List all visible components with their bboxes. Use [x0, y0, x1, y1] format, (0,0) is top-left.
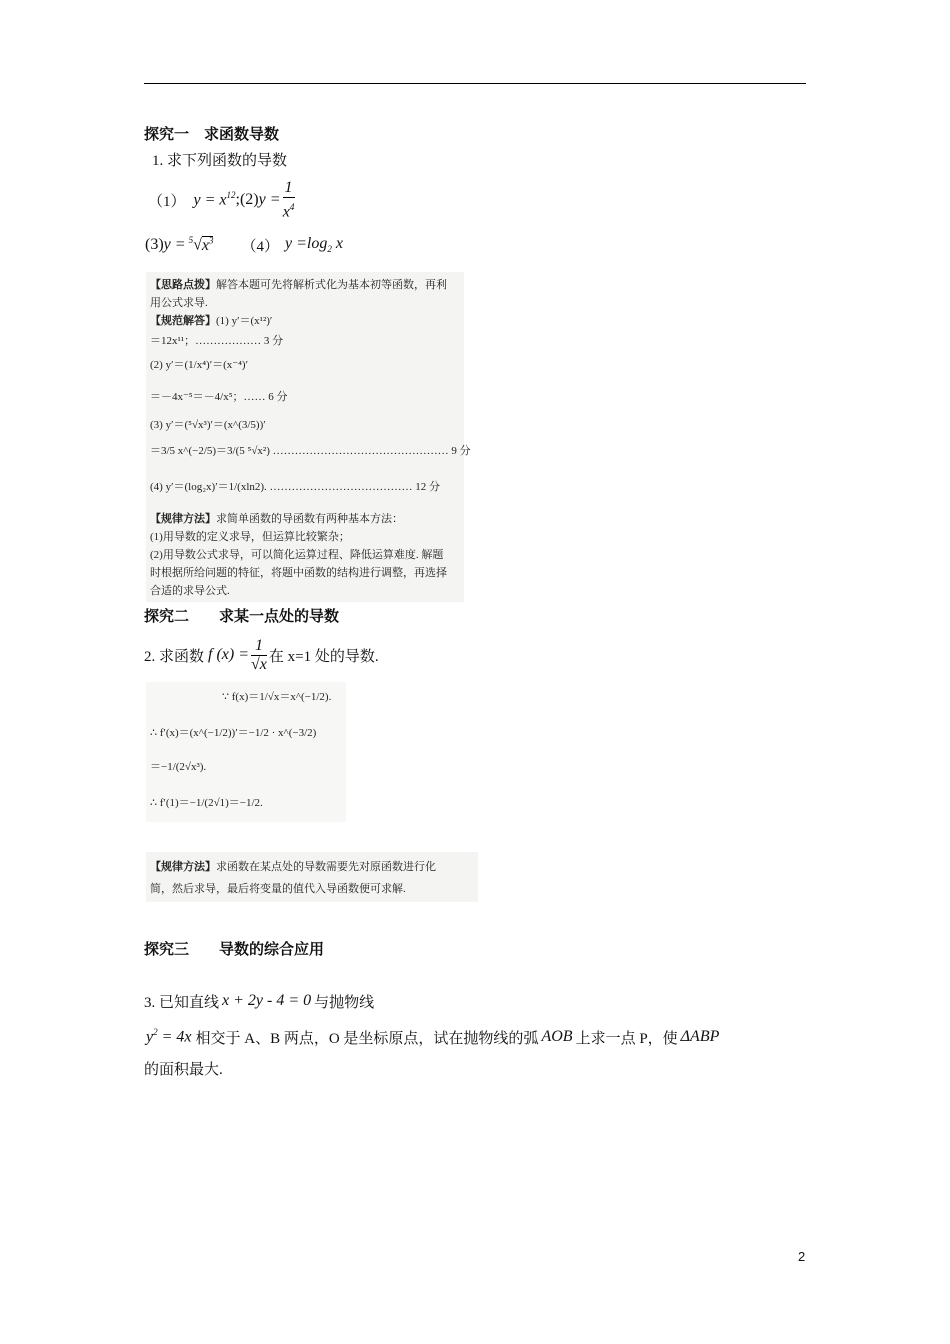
item2-fraction	[283, 179, 295, 221]
question1-text: 1. 求下列函数的导数	[152, 153, 288, 169]
solution1-line5: (3) y′＝(⁵√x³)′＝(x^(3/5))′	[150, 419, 266, 431]
section3-heading: 探究三 导数的综合应用	[144, 941, 325, 958]
section2-heading: 探究二 求某一点处的导数	[144, 608, 340, 625]
rule2-label: 【规律方法】	[150, 861, 216, 873]
question2-fraction	[251, 637, 267, 674]
question1-items-row1	[148, 178, 297, 222]
item3-root: $^5√x^3$	[188, 235, 214, 254]
solution1-line3: (2) y′＝(1/x⁴)′＝(x⁻⁴)′	[150, 359, 248, 371]
question1-items-row2	[145, 232, 343, 258]
item2-numerator: 1	[284, 178, 293, 196]
section1-heading: 探究一 求函数导数	[144, 126, 280, 143]
solution1-line6: ＝3/5 x^(−2/5)＝3/(5 ⁵√x²) ………………………………………… 9 分	[150, 445, 471, 457]
item2-denominator: $x^4$	[282, 201, 295, 221]
item1-label: （1）	[148, 193, 186, 210]
item2-y: y =	[258, 191, 281, 208]
solution1-line7: (4) y′＝(log₂x)′＝1/(xln2). ………………………………… 12 分	[150, 481, 441, 493]
page-number: 2	[798, 1249, 806, 1264]
rule2-image	[146, 852, 478, 902]
rule1-item4: 合适的求导公式.	[150, 585, 230, 597]
solution1-image	[146, 272, 471, 602]
item2-label: ;(2)	[235, 191, 259, 208]
rule1-item1: (1)用导数的定义求导，但运算比较繁杂；	[150, 531, 350, 543]
solution2-line4: ∴ f′(1)＝−1/(2√1)＝−1/2.	[150, 797, 263, 809]
question3-text2: 相交于 A、B 两点，O 是坐标原点，试在抛物线的弧	[195, 1030, 539, 1047]
question2-denominator: √x	[251, 655, 267, 673]
question2-function: f (x) =	[208, 646, 250, 663]
rule2-text-2: 简，然后求导，最后将变量的值代入导函数便可求解.	[150, 883, 406, 895]
question3-text3: 上求一点 P，使	[575, 1030, 678, 1047]
question3-triangle: ΔABP	[680, 1028, 720, 1045]
question2	[144, 632, 379, 678]
question3-prefix: 3. 已知直线	[144, 994, 220, 1011]
item1-math: $y = x^{12}$	[193, 190, 236, 209]
rule1-item3: 时根据所给问题的特征，将题中函数的结构进行调整，再选择	[150, 567, 447, 579]
question2-numerator: 1	[251, 637, 267, 656]
question3-line2	[146, 1026, 719, 1048]
solution2-image	[146, 682, 346, 822]
solution1-line1: (1) y′＝(x¹²)′	[216, 315, 273, 327]
question3-parabola: $y^2 = 4x$	[146, 1027, 192, 1046]
question2-prefix: 2. 求函数	[144, 648, 205, 665]
item3-y: y =	[163, 236, 186, 253]
std-label: 【规范解答】	[150, 315, 216, 327]
item4-math: $y =\log_2$ x	[284, 235, 343, 255]
rule1-text: 求简单函数的导函数有两种基本方法：	[216, 513, 403, 525]
item3-label: (3)	[145, 236, 164, 253]
solution2-line1: ∵ f(x)＝1/√x＝x^(−1/2).	[222, 691, 332, 703]
question3-mid: 与抛物线	[314, 994, 375, 1011]
question2-suffix: 在 x=1 处的导数.	[268, 648, 379, 665]
idea-text-2: 用公式求导.	[150, 297, 208, 309]
rule1-label: 【规律方法】	[150, 513, 216, 525]
idea-label: 【思路点拨】	[150, 279, 216, 291]
question3-arc: AOB	[541, 1028, 573, 1045]
item4-label: （4）	[241, 238, 279, 255]
solution2-line3: ＝−1/(2√x³).	[150, 761, 207, 773]
rule2-text: 求函数在某点处的导数需要先对原函数进行化	[216, 861, 436, 873]
idea-text: 解答本题可先将解析式化为基本初等函数，再利	[216, 279, 447, 291]
solution2-line2: ∴ f′(x)＝(x^(−1/2))′＝−1/2 · x^(−3/2)	[150, 727, 317, 739]
rule1-item2: (2)用导数公式求导，可以简化运算过程、降低运算难度. 解题	[150, 549, 444, 561]
solution1-line2: ＝12x¹¹；……………… 3 分	[150, 335, 284, 347]
question3-text4: 的面积最大.	[144, 1062, 223, 1078]
question3-line-equation: x + 2y - 4 = 0	[222, 992, 312, 1009]
question3-line1	[144, 990, 374, 1012]
solution1-line4: ＝－4x⁻⁵＝－4/x⁵；…… 6 分	[150, 391, 288, 403]
header-rule	[144, 83, 806, 84]
